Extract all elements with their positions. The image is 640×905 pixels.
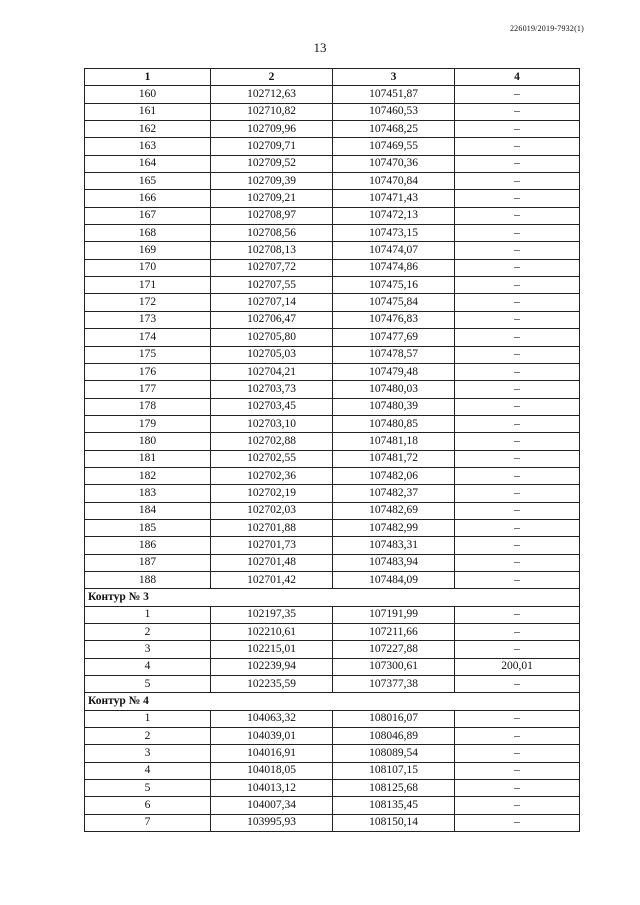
table-row (85, 502, 580, 519)
value-cell: – (455, 502, 580, 519)
x-coordinate-cell: 102701,73 (211, 537, 333, 554)
x-coordinate-cell: 102702,36 (211, 467, 333, 484)
table-row (85, 676, 580, 693)
value-cell: – (455, 606, 580, 623)
table-row (85, 485, 580, 502)
table-row (85, 797, 580, 814)
value-cell: – (455, 103, 580, 120)
y-coordinate-cell: 107470,84 (333, 173, 455, 190)
table-row (85, 554, 580, 571)
point-number-cell: 163 (85, 138, 211, 155)
value-cell: – (455, 138, 580, 155)
x-coordinate-cell: 102197,35 (211, 606, 333, 623)
x-coordinate-cell: 102705,80 (211, 329, 333, 346)
value-cell: – (455, 346, 580, 363)
table-row (85, 762, 580, 779)
point-number-cell: 164 (85, 155, 211, 172)
y-coordinate-cell: 107460,53 (333, 103, 455, 120)
column-header-1: 1 (85, 69, 211, 86)
point-number-cell: 182 (85, 467, 211, 484)
y-coordinate-cell: 107481,72 (333, 450, 455, 467)
value-cell: – (455, 207, 580, 224)
y-coordinate-cell: 107483,94 (333, 554, 455, 571)
table-row (85, 259, 580, 276)
y-coordinate-cell: 107191,99 (333, 606, 455, 623)
point-number-cell: 5 (85, 780, 211, 797)
value-cell: – (455, 398, 580, 415)
point-number-cell: 185 (85, 519, 211, 536)
y-coordinate-cell: 107474,86 (333, 259, 455, 276)
y-coordinate-cell: 107479,48 (333, 363, 455, 380)
table-row (85, 433, 580, 450)
table-row (85, 658, 580, 675)
point-number-cell: 179 (85, 415, 211, 432)
point-number-cell: 177 (85, 381, 211, 398)
coordinates-table (84, 68, 580, 832)
y-coordinate-cell: 107482,69 (333, 502, 455, 519)
y-coordinate-cell: 107481,18 (333, 433, 455, 450)
y-coordinate-cell: 107377,38 (333, 676, 455, 693)
point-number-cell: 183 (85, 485, 211, 502)
x-coordinate-cell: 104018,05 (211, 762, 333, 779)
x-coordinate-cell: 102709,39 (211, 173, 333, 190)
value-cell: – (455, 225, 580, 242)
value-cell: 200,01 (455, 658, 580, 675)
table-row (85, 450, 580, 467)
x-coordinate-cell: 102703,10 (211, 415, 333, 432)
point-number-cell: 4 (85, 658, 211, 675)
table-row (85, 710, 580, 727)
x-coordinate-cell: 102210,61 (211, 624, 333, 641)
table-row (85, 363, 580, 380)
table-row (85, 190, 580, 207)
x-coordinate-cell: 102709,96 (211, 121, 333, 138)
value-cell: – (455, 363, 580, 380)
x-coordinate-cell: 102707,55 (211, 277, 333, 294)
table-row (85, 745, 580, 762)
table-row (85, 624, 580, 641)
y-coordinate-cell: 107472,13 (333, 207, 455, 224)
column-header-4: 4 (455, 69, 580, 86)
x-coordinate-cell: 102701,88 (211, 519, 333, 536)
x-coordinate-cell: 104016,91 (211, 745, 333, 762)
point-number-cell: 166 (85, 190, 211, 207)
table-row (85, 606, 580, 623)
table-header-row (85, 69, 580, 86)
y-coordinate-cell: 107482,06 (333, 467, 455, 484)
value-cell: – (455, 294, 580, 311)
point-number-cell: 5 (85, 676, 211, 693)
column-header-2: 2 (211, 69, 333, 86)
x-coordinate-cell: 102702,55 (211, 450, 333, 467)
x-coordinate-cell: 102712,63 (211, 86, 333, 103)
point-number-cell: 1 (85, 606, 211, 623)
x-coordinate-cell: 102703,73 (211, 381, 333, 398)
x-coordinate-cell: 103995,93 (211, 814, 333, 831)
table-row (85, 155, 580, 172)
y-coordinate-cell: 108125,68 (333, 780, 455, 797)
table-row (85, 329, 580, 346)
y-coordinate-cell: 107475,84 (333, 294, 455, 311)
y-coordinate-cell: 107476,83 (333, 311, 455, 328)
section-title: Контур № 4 (85, 693, 580, 710)
value-cell: – (455, 710, 580, 727)
table-row (85, 173, 580, 190)
value-cell: – (455, 190, 580, 207)
value-cell: – (455, 571, 580, 588)
y-coordinate-cell: 108016,07 (333, 710, 455, 727)
y-coordinate-cell: 108046,89 (333, 728, 455, 745)
x-coordinate-cell: 102705,03 (211, 346, 333, 363)
point-number-cell: 4 (85, 762, 211, 779)
value-cell: – (455, 381, 580, 398)
table-row (85, 398, 580, 415)
y-coordinate-cell: 107482,37 (333, 485, 455, 502)
value-cell: – (455, 121, 580, 138)
x-coordinate-cell: 102708,56 (211, 225, 333, 242)
page-number: 13 (313, 40, 327, 55)
x-coordinate-cell: 102215,01 (211, 641, 333, 658)
table-row (85, 311, 580, 328)
y-coordinate-cell: 107470,36 (333, 155, 455, 172)
x-coordinate-cell: 102707,72 (211, 259, 333, 276)
y-coordinate-cell: 108135,45 (333, 797, 455, 814)
y-coordinate-cell: 107211,66 (333, 624, 455, 641)
x-coordinate-cell: 102702,19 (211, 485, 333, 502)
value-cell: – (455, 433, 580, 450)
x-coordinate-cell: 102710,82 (211, 103, 333, 120)
x-coordinate-cell: 104013,12 (211, 780, 333, 797)
point-number-cell: 172 (85, 294, 211, 311)
point-number-cell: 181 (85, 450, 211, 467)
x-coordinate-cell: 102702,88 (211, 433, 333, 450)
point-number-cell: 187 (85, 554, 211, 571)
x-coordinate-cell: 104063,32 (211, 710, 333, 727)
value-cell: – (455, 780, 580, 797)
value-cell: – (455, 173, 580, 190)
point-number-cell: 169 (85, 242, 211, 259)
table-row (85, 415, 580, 432)
table-row (85, 207, 580, 224)
x-coordinate-cell: 104039,01 (211, 728, 333, 745)
y-coordinate-cell: 107471,43 (333, 190, 455, 207)
point-number-cell: 2 (85, 728, 211, 745)
value-cell: – (455, 277, 580, 294)
value-cell: – (455, 641, 580, 658)
value-cell: – (455, 624, 580, 641)
y-coordinate-cell: 107477,69 (333, 329, 455, 346)
y-coordinate-cell: 107483,31 (333, 537, 455, 554)
y-coordinate-cell: 108150,14 (333, 814, 455, 831)
table-row (85, 780, 580, 797)
x-coordinate-cell: 102707,14 (211, 294, 333, 311)
point-number-cell: 167 (85, 207, 211, 224)
column-header-3: 3 (333, 69, 455, 86)
y-coordinate-cell: 107480,03 (333, 381, 455, 398)
value-cell: – (455, 450, 580, 467)
value-cell: – (455, 762, 580, 779)
point-number-cell: 173 (85, 311, 211, 328)
value-cell: – (455, 554, 580, 571)
x-coordinate-cell: 102709,52 (211, 155, 333, 172)
y-coordinate-cell: 107480,39 (333, 398, 455, 415)
point-number-cell: 3 (85, 745, 211, 762)
y-coordinate-cell: 107300,61 (333, 658, 455, 675)
table-row (85, 121, 580, 138)
point-number-cell: 180 (85, 433, 211, 450)
point-number-cell: 1 (85, 710, 211, 727)
value-cell: – (455, 259, 580, 276)
value-cell: – (455, 467, 580, 484)
x-coordinate-cell: 102703,45 (211, 398, 333, 415)
table-row (85, 277, 580, 294)
point-number-cell: 174 (85, 329, 211, 346)
table-row (85, 346, 580, 363)
x-coordinate-cell: 102701,48 (211, 554, 333, 571)
y-coordinate-cell: 107482,99 (333, 519, 455, 536)
document-id: 226019/2019-7932(1) (509, 24, 584, 33)
point-number-cell: 170 (85, 259, 211, 276)
table-body (85, 86, 580, 832)
value-cell: – (455, 242, 580, 259)
x-coordinate-cell: 102701,42 (211, 571, 333, 588)
table-row (85, 728, 580, 745)
table-row (85, 467, 580, 484)
x-coordinate-cell: 102709,21 (211, 190, 333, 207)
x-coordinate-cell: 102709,71 (211, 138, 333, 155)
point-number-cell: 171 (85, 277, 211, 294)
section-title: Контур № 3 (85, 589, 580, 606)
table-row (85, 103, 580, 120)
point-number-cell: 176 (85, 363, 211, 380)
y-coordinate-cell: 107473,15 (333, 225, 455, 242)
value-cell: – (455, 155, 580, 172)
value-cell: – (455, 814, 580, 831)
x-coordinate-cell: 102708,97 (211, 207, 333, 224)
value-cell: – (455, 485, 580, 502)
x-coordinate-cell: 102706,47 (211, 311, 333, 328)
y-coordinate-cell: 107468,25 (333, 121, 455, 138)
point-number-cell: 165 (85, 173, 211, 190)
y-coordinate-cell: 107469,55 (333, 138, 455, 155)
value-cell: – (455, 797, 580, 814)
y-coordinate-cell: 108107,15 (333, 762, 455, 779)
value-cell: – (455, 311, 580, 328)
point-number-cell: 3 (85, 641, 211, 658)
value-cell: – (455, 745, 580, 762)
y-coordinate-cell: 107480,85 (333, 415, 455, 432)
y-coordinate-cell: 107451,87 (333, 86, 455, 103)
point-number-cell: 168 (85, 225, 211, 242)
section-row (85, 589, 580, 606)
point-number-cell: 7 (85, 814, 211, 831)
table-row (85, 641, 580, 658)
table-row (85, 571, 580, 588)
value-cell: – (455, 415, 580, 432)
y-coordinate-cell: 107475,16 (333, 277, 455, 294)
y-coordinate-cell: 107474,07 (333, 242, 455, 259)
point-number-cell: 188 (85, 571, 211, 588)
value-cell: – (455, 519, 580, 536)
point-number-cell: 162 (85, 121, 211, 138)
x-coordinate-cell: 102702,03 (211, 502, 333, 519)
y-coordinate-cell: 107227,88 (333, 641, 455, 658)
table-row (85, 519, 580, 536)
table-row (85, 138, 580, 155)
table-row (85, 225, 580, 242)
point-number-cell: 178 (85, 398, 211, 415)
point-number-cell: 160 (85, 86, 211, 103)
section-row (85, 693, 580, 710)
table-row (85, 814, 580, 831)
x-coordinate-cell: 102704,21 (211, 363, 333, 380)
point-number-cell: 184 (85, 502, 211, 519)
point-number-cell: 186 (85, 537, 211, 554)
value-cell: – (455, 329, 580, 346)
x-coordinate-cell: 102235,59 (211, 676, 333, 693)
table-row (85, 86, 580, 103)
value-cell: – (455, 676, 580, 693)
y-coordinate-cell: 108089,54 (333, 745, 455, 762)
table-row (85, 242, 580, 259)
table-row (85, 537, 580, 554)
table-row (85, 294, 580, 311)
y-coordinate-cell: 107478,57 (333, 346, 455, 363)
x-coordinate-cell: 102708,13 (211, 242, 333, 259)
point-number-cell: 6 (85, 797, 211, 814)
value-cell: – (455, 86, 580, 103)
y-coordinate-cell: 107484,09 (333, 571, 455, 588)
x-coordinate-cell: 102239,94 (211, 658, 333, 675)
value-cell: – (455, 728, 580, 745)
table-row (85, 381, 580, 398)
point-number-cell: 161 (85, 103, 211, 120)
point-number-cell: 175 (85, 346, 211, 363)
point-number-cell: 2 (85, 624, 211, 641)
x-coordinate-cell: 104007,34 (211, 797, 333, 814)
value-cell: – (455, 537, 580, 554)
